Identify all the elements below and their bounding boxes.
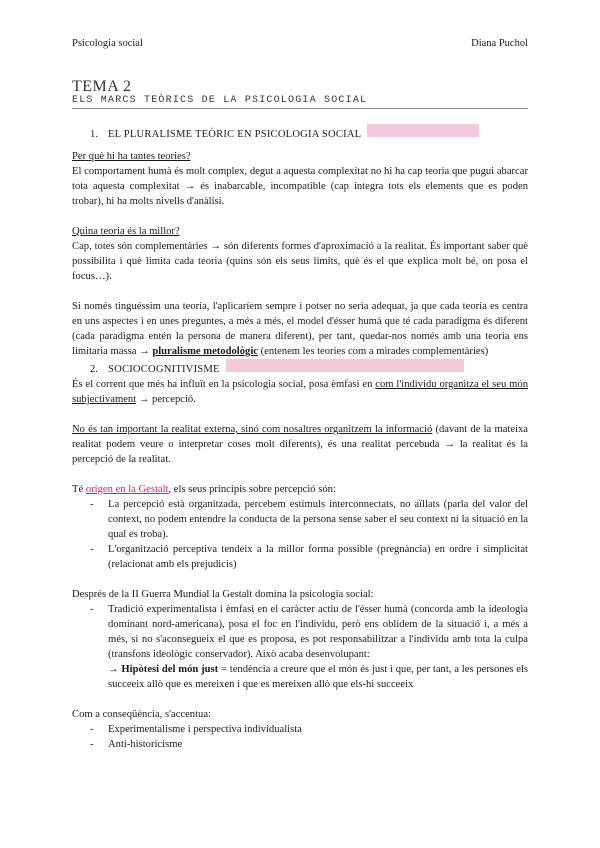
list-item: - La percepció està organitzada, percebem estímuls interconnectats, no aïllats (parla del valor del context, no podem entendre la conducta de la persona sense saber el seu context ni la situació en la qual es troba). xyxy=(90,499,528,540)
bullet-list xyxy=(72,497,528,572)
list-item: - Anti-historicisme xyxy=(90,739,183,750)
bullet-list xyxy=(72,602,528,692)
key-term: pluralisme metodològic xyxy=(152,346,258,357)
section-heading-1 xyxy=(72,124,528,142)
list-item: - Tradició experimentalista i èmfasi en el caràcter actiu de l'ésser humà (concorda amb la ideologia dominant nord-americana), posa el foc en l'individu, però ens oblidem de la situació i, a més a més, si no s'aconsegueix el que es proposa, es pot responsabilitzar a l'individu amb tota la culpa (transfons ideològic conservador). Això acaba desenvolupant: → Hipòtesi del món just = tendència a creure que el món és just i que, per tant, a les persones els succeeix allò que es mereixen i que es mereixen allò que els-hi succeeix xyxy=(90,604,528,690)
paragraph: Després de la II Guerra Mundial la Gestalt domina la psicologia social: xyxy=(72,589,374,600)
section-number: 2. xyxy=(90,364,98,375)
gestalt-link[interactable]: origen en la Gestalt xyxy=(85,484,169,495)
paragraph: Si només tinguéssim una teoria, l'aplicaríem sempre i potser no seria adequat, ja que cada teoria es centra en uns aspectes i en unes preguntes, a més a més, el model d'ésser humà que té cada paradigma és diferent (cada paradigma entén la persona de manera diferent), per tant, quedar-nos només amb una teoria ens limitaria massa → pluralisme metodològic (entenem les teories com a mirades complementàries) xyxy=(72,301,528,357)
section-heading-2 xyxy=(72,359,528,377)
highlight-mark xyxy=(226,359,464,372)
header-author: Diana Puchol xyxy=(471,38,528,49)
list-item: - L'organització perceptiva tendeix a la millor forma possible (pregnància) en ordre i simplicitat (relacionat amb els prejudicis) xyxy=(90,544,528,570)
section-number: 1. xyxy=(90,129,98,140)
document-body xyxy=(72,124,528,752)
key-term: Hipòtesi del món just xyxy=(121,664,219,675)
paragraph: Té origen en la Gestalt, els seus principis sobre percepció són: xyxy=(72,484,336,495)
list-item: - Experimentalisme i perspectiva individualista xyxy=(90,724,302,735)
paragraph: No és tan important la realitat externa, sinó com nosaltres organitzem la informació (davant de la mateixa realitat podem veure o interpretar coses molt diferents), és una realitat percebuda → la realitat és la percepció de la realitat. xyxy=(72,424,528,465)
header-course: Psicologia social xyxy=(72,38,143,49)
paragraph: Com a conseqüència, s'accentua: xyxy=(72,709,211,720)
question-heading: Quina teoria és la millor? xyxy=(72,226,180,237)
highlight-mark xyxy=(367,124,479,137)
paragraph: Cap, totes són complementàries → són diferents formes d'aproximació a la realitat. És important saber què possibilita i què limita cada teoria (quins són els seus límits, què és el que explica molt bé, on posa el focus…). xyxy=(72,241,528,282)
section-title: SOCIOCOGNITIVISME xyxy=(108,364,220,375)
topic-subtitle: ELS MARCS TEÒRICS DE LA PSICOLOGIA SOCIAL xyxy=(72,95,368,106)
bullet-list xyxy=(72,722,528,752)
paragraph: És el corrent que més ha influït en la psicologia social, posa èmfasi en com l'individu organitza el seu món subjectivament → percepció. xyxy=(72,379,528,405)
title-divider xyxy=(72,108,528,109)
topic-title: TEMA 2 xyxy=(72,78,132,95)
paragraph: El comportament humà és molt complex, degut a aquesta complexitat no hi ha cap teoria que pugui abarcar tota aquesta complexitat → és inabarcable, incompatible (cap integra tots els elements que es poden trobar), hi ha molts nivells d'anàlisi. xyxy=(72,166,528,207)
question-heading: Per què hi ha tantes teories? xyxy=(72,151,191,162)
section-title: EL PLURALISME TEÒRIC EN PSICOLOGIA SOCIAL xyxy=(108,129,362,140)
